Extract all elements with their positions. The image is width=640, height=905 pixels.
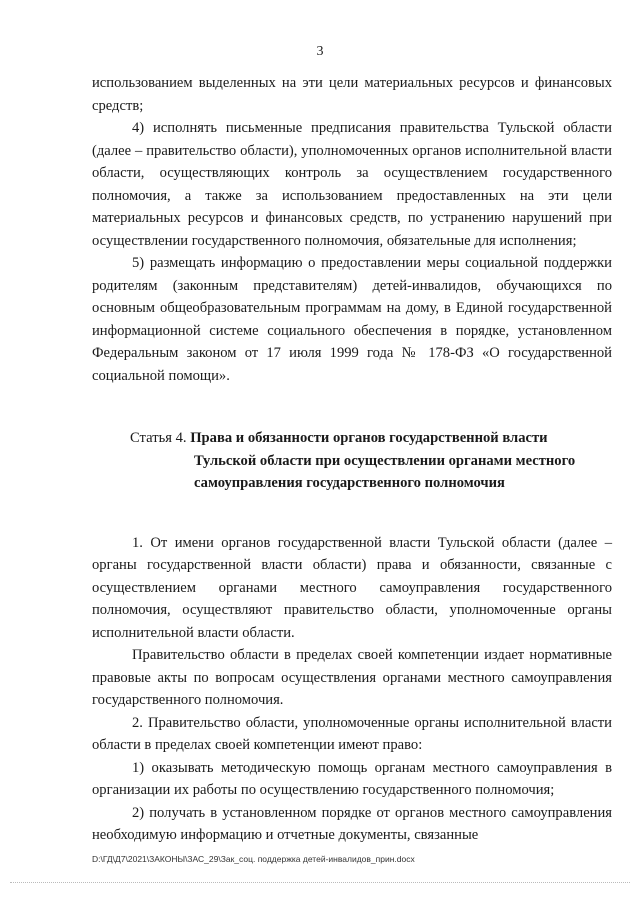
- paragraph-item-5: 5) размещать информацию о предоставлении меры социальной поддержки родителям (законным представителям) детей-инвалидов, обучающихся по основным общеобразовательным программам на дому, в Единой государственной информационной системе социального обеспечения в порядке, установленном Федеральным законом от 17 июля 1999 года № 178-ФЗ «О государственной социальной помощи».: [92, 255, 612, 384]
- page-number: 3: [316, 44, 324, 59]
- footer-divider: [10, 882, 630, 883]
- document-body: [92, 72, 612, 847]
- paragraph-clause-2: 2. Правительство области, уполномоченные органы исполнительной власти области в пределах своей компетенции имеют право:: [92, 714, 612, 753]
- paragraph-continuation: использованием выделенных на эти цели материальных ресурсов и финансовых средств;: [92, 75, 612, 114]
- paragraph-subitem-2: 2) получать в установленном порядке от органов местного самоуправления необходимую информацию и отчетные документы, связанные: [92, 804, 612, 843]
- paragraph-government-acts: Правительство области в пределах своей компетенции издает нормативные правовые акты по вопросам осуществления органами местного самоуправления государственного полномочия.: [92, 647, 612, 708]
- paragraph-item-4: 4) исполнять письменные предписания правительства Тульской области (далее – правительство области), уполномоченных органов исполнительной власти области, осуществляющих контроль за осуществлением государственного полномочия, а также за использованием предоставленных на эти цели материальных ресурсов и финансовых средств, по устранению нарушений при осуществлении государственного полномочия, обязательные для исполнения;: [92, 120, 612, 249]
- paragraph-clause-1: 1. От имени органов государственной власти Тульской области (далее – органы государственной власти области) права и обязанности, связанные с осуществлением органами местного самоуправления государственного полномочия, осуществляют правительство области, уполномоченные органы исполнительной власти области.: [92, 534, 612, 641]
- article-title-line-3: самоуправления государственного полномочия: [194, 475, 505, 491]
- article-title-line-1: Права и обязанности органов государственной власти: [190, 430, 548, 446]
- footer-file-path: D:\ГД\Д7\2021\ЗАКОНЫ\ЗАС_29\Зак_соц. поддержка детей-инвалидов_прин.docx: [92, 854, 415, 864]
- article-title-line-2: Тульской области при осуществлении органами местного: [194, 452, 576, 469]
- article-label: Статья 4.: [130, 430, 187, 446]
- paragraph-subitem-1: 1) оказывать методическую помощь органам местного самоуправления в организации их работы по осуществлению государственного полномочия;: [92, 759, 612, 798]
- article-heading: [92, 427, 612, 495]
